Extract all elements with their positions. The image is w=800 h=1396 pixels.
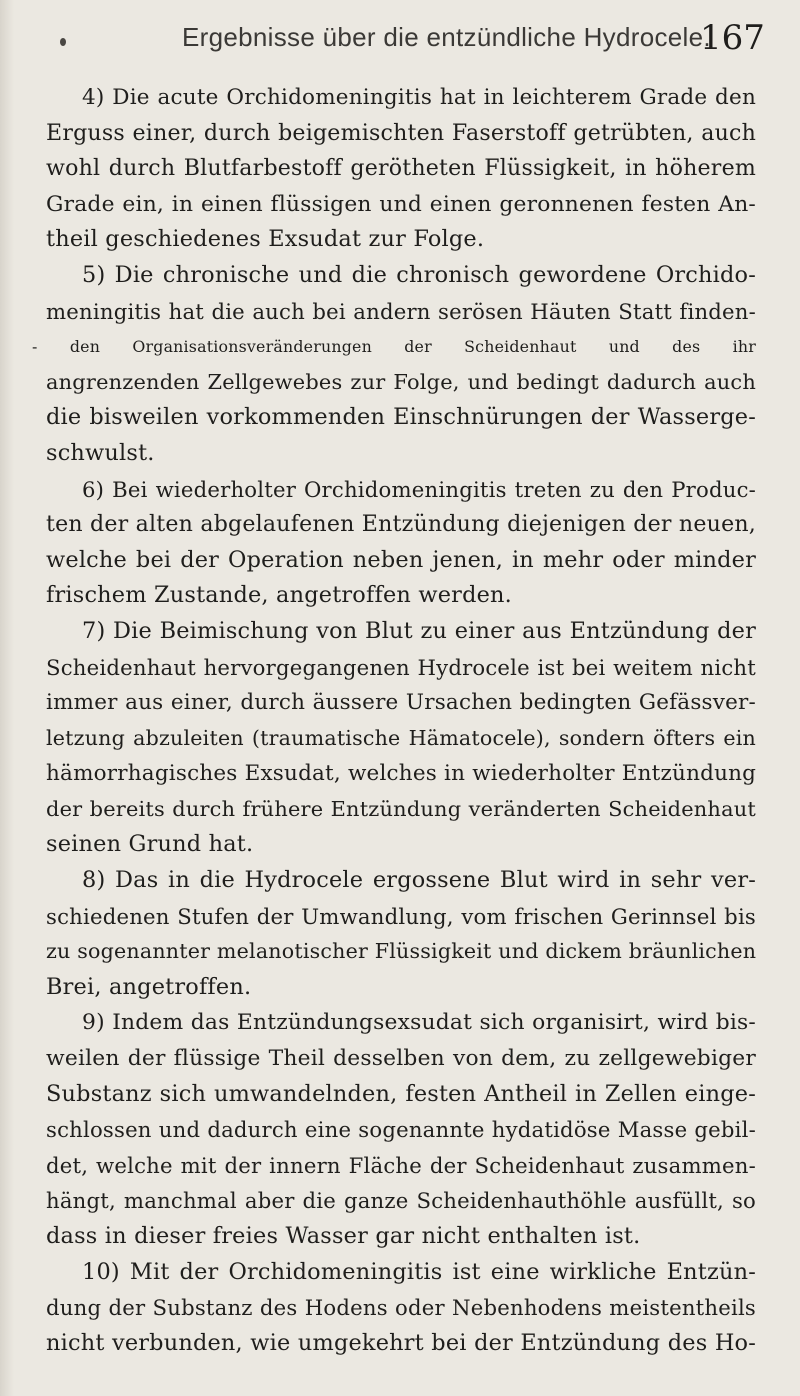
text-line: wohl durch Blutfarbestoff gerötheten Flüssigkeit, in höherem bbox=[46, 155, 756, 182]
text-line: welche bei der Operation neben jenen, in mehr oder minder bbox=[46, 546, 756, 573]
page-edge-shadow bbox=[0, 0, 14, 1396]
text-line: 5) Die chronische und die chronisch gewordene Orchido- bbox=[82, 261, 756, 288]
text-line: nicht verbunden, wie umgekehrt bei der Entzündung des Ho- bbox=[46, 1329, 756, 1356]
text-line: angrenzenden Zellgewebes zur Folge, und bedingt dadurch auch bbox=[46, 369, 756, 394]
text-line: seinen Grund hat. bbox=[46, 831, 254, 858]
text-line: dung der Substanz des Hodens oder Nebenhodens meistentheils bbox=[46, 1295, 756, 1321]
text-line: frischem Zustande, angetroffen werden. bbox=[46, 582, 512, 609]
text-line: Erguss einer, durch beigemischten Faserstoff getrübten, auch bbox=[46, 119, 756, 146]
text-line: schlossen und dadurch eine sogenannte hydatidöse Masse gebil- bbox=[46, 1117, 756, 1143]
text-line: immer aus einer, durch äussere Ursachen bedingten Gefässver- bbox=[46, 690, 756, 716]
text-line: letzung abzuleiten (traumatische Hämatocele), sondern öfters ein bbox=[46, 725, 756, 750]
text-line: ten der alten abgelaufenen Entzündung diejenigen der neuen, bbox=[46, 511, 756, 538]
text-line: - den Organisationsveränderungen der Scheidenhaut und des ihr bbox=[32, 337, 756, 357]
text-line: 7) Die Beimischung von Blut zu einer aus Entzündung der bbox=[82, 617, 756, 644]
running-head bbox=[0, 18, 800, 62]
page-number: 167 bbox=[700, 18, 765, 58]
text-line: hämorrhagisches Exsudat, welches in wiederholter Entzündung bbox=[46, 761, 757, 787]
body-text bbox=[32, 80, 757, 1361]
text-line: hängt, manchmal aber die ganze Scheidenhauthöhle ausfüllt, so bbox=[46, 1188, 756, 1214]
text-line: det, welche mit der innern Fläche der Scheidenhaut zusammen- bbox=[46, 1152, 756, 1178]
text-line: Grade ein, in einen flüssigen und einen geronnenen festen An- bbox=[46, 191, 756, 217]
text-line: der bereits durch frühere Entzündung veränderten Scheidenhaut bbox=[46, 796, 756, 821]
text-line: meningitis hat die auch bei andern serösen Häuten Statt finden- bbox=[46, 298, 756, 324]
text-line: schwulst. bbox=[46, 439, 155, 466]
text-line: dass in dieser freies Wasser gar nicht enthalten ist. bbox=[46, 1223, 641, 1249]
text-line: zu sogenannter melanotischer Flüssigkeit und dickem bräunlichen bbox=[46, 939, 757, 964]
text-line: 4) Die acute Orchidomeningitis hat in leichterem Grade den bbox=[82, 85, 756, 110]
text-line: 10) Mit der Orchidomeningitis ist eine wirkliche Entzün- bbox=[82, 1258, 756, 1285]
text-line: 6) Bei wiederholter Orchidomeningitis treten zu den Produc- bbox=[82, 476, 756, 502]
text-line: Scheidenhaut hervorgegangenen Hydrocele ist bei weitem nicht bbox=[46, 654, 756, 680]
text-line: schiedenen Stufen der Umwandlung, vom frischen Gerinnsel bis bbox=[46, 903, 756, 929]
running-title: Ergebnisse über die entzündliche Hydrocele. bbox=[182, 22, 711, 52]
text-line: Brei, angetroffen. bbox=[46, 973, 252, 1000]
text-line: weilen der flüssige Theil desselben von dem, zu zellgewebiger bbox=[46, 1046, 756, 1072]
text-line: theil geschiedenes Exsudat zur Folge. bbox=[46, 226, 485, 253]
text-line: 9) Indem das Entzündungsexsudat sich organisirt, wird bis- bbox=[82, 1010, 756, 1036]
text-line: Substanz sich umwandelnden, festen Antheil in Zellen einge- bbox=[46, 1080, 756, 1107]
text-line: 8) Das in die Hydrocele ergossene Blut wird in sehr ver- bbox=[82, 867, 756, 894]
text-line: die bisweilen vorkommenden Einschnürungen der Wasserge- bbox=[46, 404, 756, 431]
